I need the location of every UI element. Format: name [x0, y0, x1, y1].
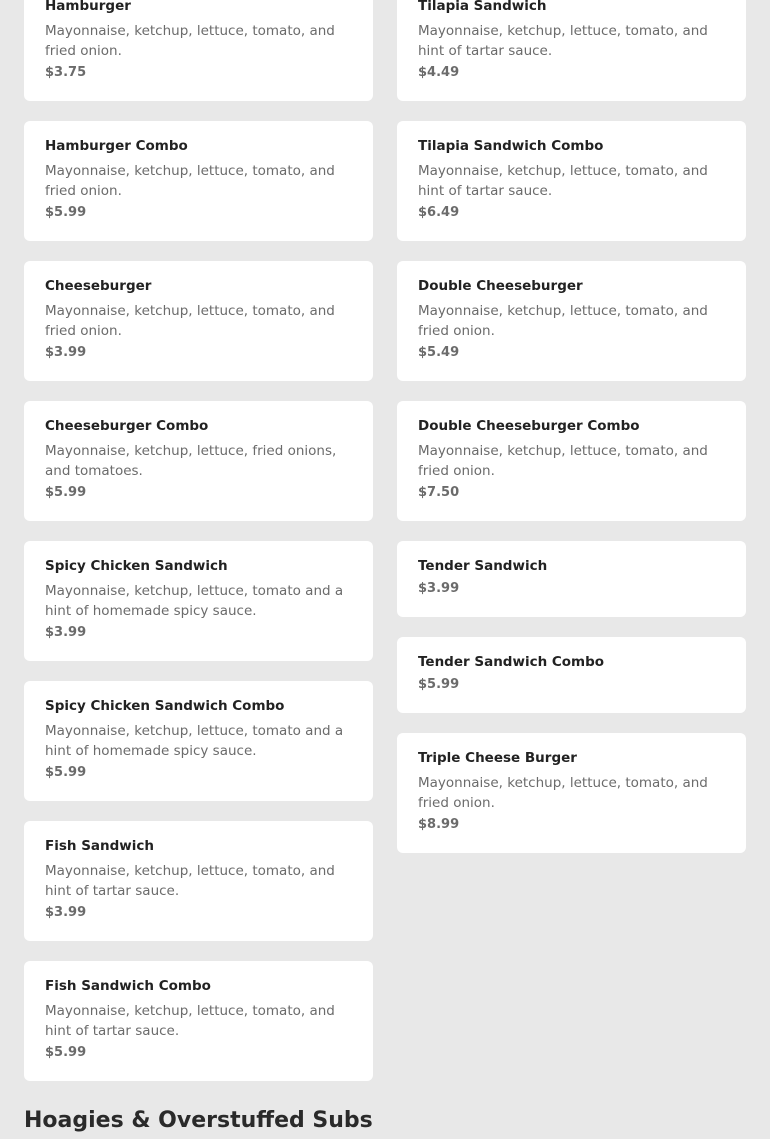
item-name: Triple Cheese Burger [418, 750, 577, 766]
item-price: $7.50 [418, 485, 460, 500]
item-name: Tender Sandwich Combo [418, 654, 605, 670]
item-price: $5.99 [45, 1045, 87, 1060]
menu-item-card[interactable] [397, 261, 746, 381]
item-price: $3.99 [45, 625, 87, 640]
menu-item-card[interactable] [24, 0, 373, 101]
item-name: Tilapia Sandwich [418, 0, 547, 14]
item-name: Double Cheeseburger [418, 278, 583, 294]
menu-item-card[interactable] [24, 121, 373, 241]
menu-item-card[interactable] [24, 681, 373, 801]
item-description: Mayonnaise, ketchup, lettuce, tomato, and fried onion. [418, 303, 708, 339]
item-name: Hamburger Combo [45, 138, 188, 154]
menu-item-card[interactable] [397, 0, 746, 101]
item-name: Cheeseburger Combo [45, 418, 209, 434]
item-description: Mayonnaise, ketchup, lettuce, tomato, and fried onion. [45, 303, 335, 339]
item-name: Double Cheeseburger Combo [418, 418, 640, 434]
item-price: $6.49 [418, 205, 460, 220]
item-name: Cheeseburger [45, 278, 152, 294]
menu-item-card[interactable] [24, 961, 373, 1081]
menu-item-card[interactable] [397, 541, 746, 617]
item-price: $3.99 [45, 345, 87, 360]
item-price: $5.49 [418, 345, 460, 360]
item-description: Mayonnaise, ketchup, lettuce, tomato, and fried onion. [418, 775, 708, 811]
item-description: Mayonnaise, ketchup, lettuce, tomato, and hint of tartar sauce. [418, 163, 708, 199]
item-name: Fish Sandwich [45, 838, 155, 854]
item-price: $3.99 [418, 581, 460, 596]
item-description: Mayonnaise, ketchup, lettuce, tomato, and hint of tartar sauce. [418, 23, 708, 59]
menu-item-card[interactable] [397, 401, 746, 521]
menu-item-card[interactable] [397, 637, 746, 713]
item-name: Tilapia Sandwich Combo [418, 138, 604, 154]
item-price: $5.99 [418, 677, 460, 692]
item-description: Mayonnaise, ketchup, lettuce, tomato, and fried onion. [45, 23, 335, 59]
item-description: Mayonnaise, ketchup, lettuce, fried onions, and tomatoes. [45, 443, 337, 479]
item-price: $5.99 [45, 205, 87, 220]
item-description: Mayonnaise, ketchup, lettuce, tomato, and fried onion. [45, 163, 335, 199]
item-price: $5.99 [45, 485, 87, 500]
item-name: Spicy Chicken Sandwich Combo [45, 698, 285, 714]
menu-item-card[interactable] [24, 261, 373, 381]
item-description: Mayonnaise, ketchup, lettuce, tomato, and hint of tartar sauce. [45, 1003, 335, 1039]
item-description: Mayonnaise, ketchup, lettuce, tomato and a hint of homemade spicy sauce. [45, 723, 344, 759]
item-description: Mayonnaise, ketchup, lettuce, tomato and a hint of homemade spicy sauce. [45, 583, 344, 619]
item-name: Spicy Chicken Sandwich [45, 558, 228, 574]
item-price: $3.99 [45, 905, 87, 920]
item-description: Mayonnaise, ketchup, lettuce, tomato, and fried onion. [418, 443, 708, 479]
menu-item-card[interactable] [24, 821, 373, 941]
section-title: Hoagies & Overstuffed Subs [24, 1108, 373, 1133]
item-name: Tender Sandwich [418, 558, 548, 574]
item-price: $3.75 [45, 65, 87, 80]
item-description: Mayonnaise, ketchup, lettuce, tomato, and hint of tartar sauce. [45, 863, 335, 899]
item-price: $5.99 [45, 765, 87, 780]
item-price: $4.49 [418, 65, 460, 80]
menu-item-card[interactable] [397, 121, 746, 241]
item-name: Fish Sandwich Combo [45, 978, 211, 994]
item-name: Hamburger [45, 0, 131, 14]
menu-item-card[interactable] [24, 541, 373, 661]
menu-item-card[interactable] [24, 401, 373, 521]
menu-item-card[interactable] [397, 733, 746, 853]
item-price: $8.99 [418, 817, 460, 832]
